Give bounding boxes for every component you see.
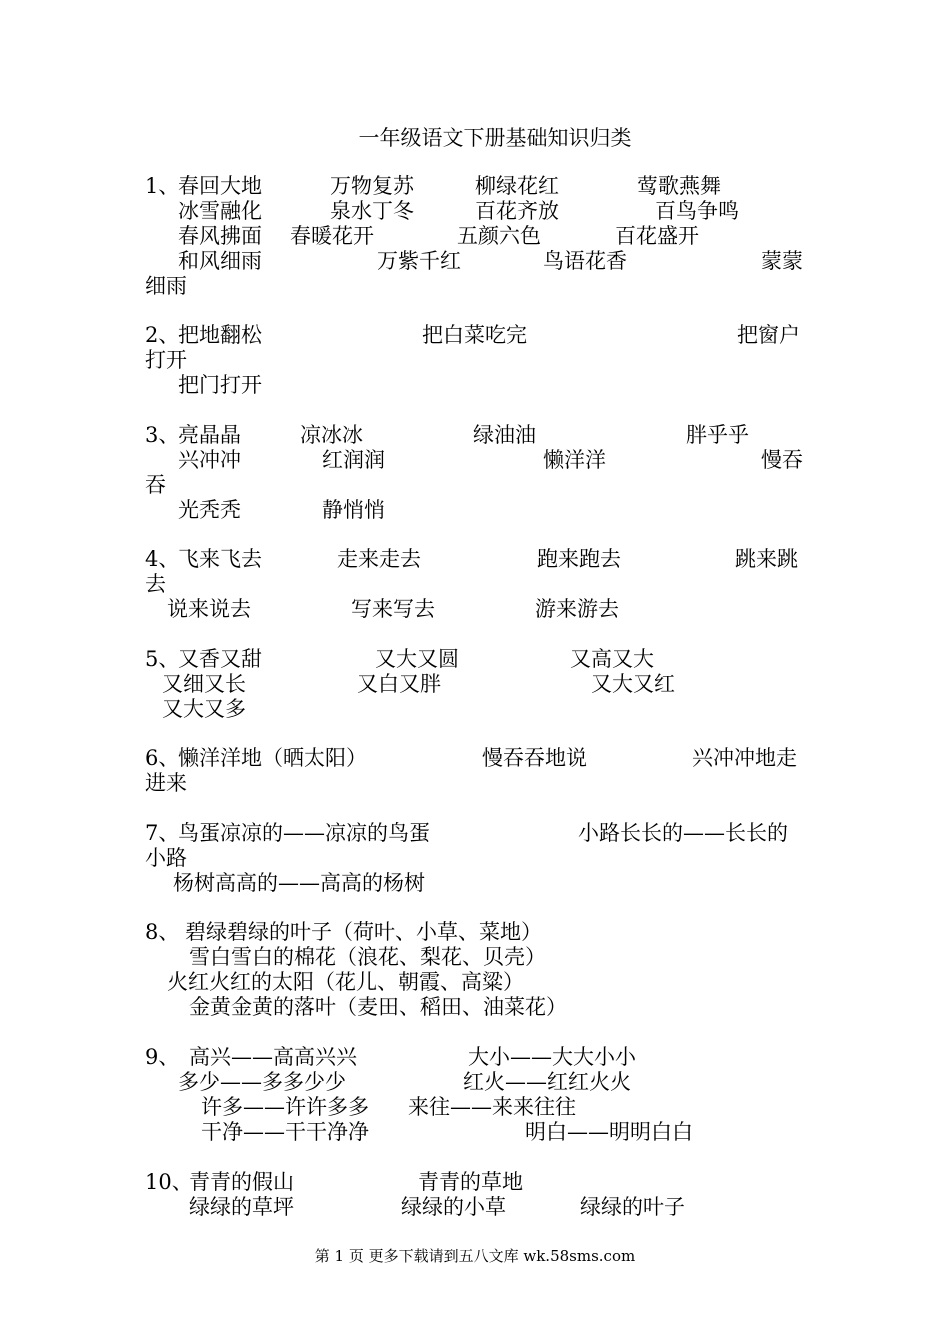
page-footer (0, 1245, 950, 1266)
phrase: 百花齐放 (475, 199, 559, 223)
phrase: 百鸟争鸣 (655, 199, 739, 223)
phrase: 许多——许许多多 (201, 1095, 369, 1119)
section-7 (145, 821, 810, 896)
phrase: 细雨 (145, 274, 187, 298)
phrase: 绿绿的草坪 (189, 1195, 294, 1219)
section-5 (145, 647, 810, 722)
phrase: 万物复苏 (330, 174, 414, 198)
phrase: 又白又胖 (357, 672, 441, 696)
section-number: 1、 (145, 174, 180, 198)
section-9 (145, 1045, 810, 1145)
phrase: 说来说去 (167, 597, 251, 621)
phrase: 小路长长的——长长的 (578, 821, 788, 845)
phrase: 小路 (145, 846, 187, 870)
phrase: 和风细雨 (178, 249, 262, 273)
phrase: 莺歌燕舞 (637, 174, 721, 198)
section-3 (145, 423, 810, 523)
phrase: 春暖花开 (290, 224, 374, 248)
phrase: 慢吞 (761, 448, 803, 472)
phrase: 又大又多 (162, 697, 246, 721)
phrase: 碧绿碧绿的叶子（荷叶、小草、菜地） (185, 920, 542, 944)
phrase: 懒洋洋 (543, 448, 606, 472)
phrase: 把门打开 (178, 373, 262, 397)
phrase: 光秃秃 (178, 498, 241, 522)
phrase: 春风拂面 (178, 224, 262, 248)
phrase: 慢吞吞地说 (482, 746, 587, 770)
phrase: 把白菜吃完 (422, 323, 527, 347)
phrase: 跑来跑去 (537, 547, 621, 571)
phrase: 把地翻松 (178, 323, 262, 347)
phrase: 吞 (145, 473, 166, 497)
section-1 (145, 174, 810, 299)
section-6 (145, 746, 810, 796)
section-4 (145, 547, 810, 622)
phrase: 又高又大 (570, 647, 654, 671)
phrase: 绿油油 (473, 423, 536, 447)
section-number: 4、 (145, 547, 180, 571)
phrase: 雪白雪白的棉花（浪花、梨花、贝壳） (189, 945, 546, 969)
phrase: 胖乎乎 (686, 423, 749, 447)
phrase: 百花盛开 (615, 224, 699, 248)
phrase: 绿绿的小草 (401, 1195, 506, 1219)
phrase: 飞来飞去 (178, 547, 262, 571)
phrase: 凉冰冰 (300, 423, 363, 447)
phrase: 万紫千红 (377, 249, 461, 273)
section-10 (145, 1170, 810, 1220)
phrase: 亮晶晶 (178, 423, 241, 447)
phrase: 走来走去 (337, 547, 421, 571)
section-number: 10、 (145, 1170, 193, 1194)
phrase: 又香又甜 (178, 647, 262, 671)
phrase: 多少——多多少少 (178, 1070, 346, 1094)
section-number: 9、 (145, 1045, 180, 1069)
phrase: 静悄悄 (322, 498, 385, 522)
phrase: 蒙蒙 (761, 249, 803, 273)
phrase: 又大又圆 (375, 647, 459, 671)
phrase: 又细又长 (162, 672, 246, 696)
phrase: 绿绿的叶子 (580, 1195, 685, 1219)
phrase: 明白——明明白白 (525, 1120, 693, 1144)
section-number: 6、 (145, 746, 180, 770)
phrase: 兴冲冲 (178, 448, 241, 472)
phrase: 高兴——高高兴兴 (189, 1045, 357, 1069)
section-8 (145, 920, 810, 1020)
phrase: 游来游去 (535, 597, 619, 621)
phrase: 鸟语花香 (543, 249, 627, 273)
section-number: 8、 (145, 920, 180, 944)
phrase: 红火——红红火火 (463, 1070, 631, 1094)
phrase: 跳来跳 (735, 547, 798, 571)
phrase: 兴冲冲地走 (692, 746, 797, 770)
phrase: 又大又红 (591, 672, 675, 696)
phrase: 来往——来来往往 (408, 1095, 576, 1119)
phrase: 青青的假山 (189, 1170, 294, 1194)
phrase: 大小——大大小小 (468, 1045, 636, 1069)
phrase: 杨树高高的——高高的杨树 (173, 871, 425, 895)
phrase: 写来写去 (351, 597, 435, 621)
phrase: 把窗户 (737, 323, 800, 347)
phrase: 打开 (145, 348, 187, 372)
page-title (0, 122, 950, 152)
footer-text: 第 1 页 更多下载请到五八文库 wk.58sms.com (314, 1247, 636, 1265)
phrase: 鸟蛋凉凉的——凉凉的鸟蛋 (178, 821, 430, 845)
phrase: 火红火红的太阳（花儿、朝霞、高粱） (167, 970, 524, 994)
phrase: 懒洋洋地（晒太阳） (178, 746, 367, 770)
section-number: 7、 (145, 821, 180, 845)
page-title-text: 一年级语文下册基础知识归类 (358, 126, 632, 150)
phrase: 干净——干干净净 (201, 1120, 369, 1144)
phrase: 五颜六色 (457, 224, 541, 248)
phrase: 柳绿花红 (475, 174, 559, 198)
phrase: 金黄金黄的落叶（麦田、稻田、油菜花） (189, 995, 567, 1019)
phrase: 进来 (145, 771, 187, 795)
phrase: 红润润 (322, 448, 385, 472)
phrase: 冰雪融化 (178, 199, 262, 223)
phrase: 春回大地 (178, 174, 262, 198)
section-number: 3、 (145, 423, 180, 447)
phrase: 青青的草地 (418, 1170, 523, 1194)
section-2 (145, 323, 810, 398)
phrase: 去 (145, 572, 166, 596)
section-number: 2、 (145, 323, 180, 347)
section-number: 5、 (145, 647, 180, 671)
phrase: 泉水丁冬 (330, 199, 414, 223)
